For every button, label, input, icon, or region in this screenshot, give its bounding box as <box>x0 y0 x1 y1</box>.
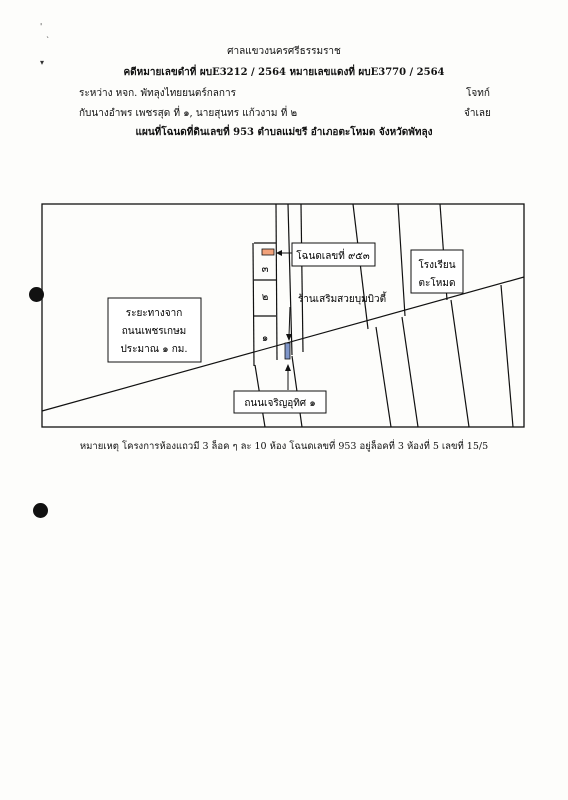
lane-east-edge <box>301 204 303 352</box>
school-label-line1: โรงเรียน <box>418 260 456 271</box>
parties-between: ระหว่าง หจก. พัทลุงไทยยนตร์กลการ <box>79 88 236 99</box>
road-label-text: ถนนเจริญอุทิศ ๑ <box>244 398 316 409</box>
deed-callout-text: โฉนดเลขที่ ๙๕๓ <box>296 251 370 262</box>
shophouse-east-wall <box>276 204 277 360</box>
unit-3-label: ๓ <box>261 264 269 275</box>
lot-line-2 <box>402 317 418 427</box>
plot-line-b <box>398 204 405 316</box>
case-numbers: คดีหมายเลขดำที่ ผบE3212 / 2564 หมายเลขแดงที่ ผบE3770 / 2564 <box>123 67 445 78</box>
school-label-line2: ตะโหมด <box>418 278 456 289</box>
shop-marker <box>285 343 290 359</box>
deed-marker <box>262 249 274 255</box>
distance-line1: ระยะทางจาก <box>125 308 183 319</box>
lane-west-edge <box>288 204 292 355</box>
court-name: ศาลแขวงนครศรีธรรมราช <box>227 46 341 57</box>
parties-and: กับนางอำพร เพชรสุด ที่ ๑, นายสุนทร แก้วงาม ที่ ๒ <box>79 108 298 119</box>
unit-1-label: ๑ <box>261 333 269 344</box>
shophouse-west-wall <box>253 243 254 366</box>
defendant-role: จำเลย <box>464 108 491 119</box>
lot-line-4 <box>501 285 513 427</box>
lot-line-3 <box>451 300 469 427</box>
road-arrow-head <box>285 364 291 371</box>
plaintiff-role: โจทก์ <box>466 88 490 99</box>
shop-name-label: ร้านเสริมสวยบุมบิวตี้ <box>297 294 387 305</box>
distance-line3: ประมาณ ๑ กม. <box>120 344 188 355</box>
unit-2-label: ๒ <box>261 292 269 303</box>
map-title: แผนที่โฉนดที่ดินเลขที่ 953 ตำบลแม่ขรี อำเภอตะโหมด จังหวัดพัทลุง <box>135 127 433 138</box>
distance-line2: ถนนเพชรเกษม <box>121 326 187 337</box>
lot-line-1 <box>376 327 391 427</box>
shop-arrow-line <box>289 307 290 336</box>
map-remark: หมายเหตุ โครงการห้องแถวมี 3 ล็อค ๆ ละ 10 ห้อง โฉนดเลขที่ 953 อยู่ล็อคที่ 3 ห้องที่ 5 เลขที่ 15/5 <box>79 441 489 452</box>
